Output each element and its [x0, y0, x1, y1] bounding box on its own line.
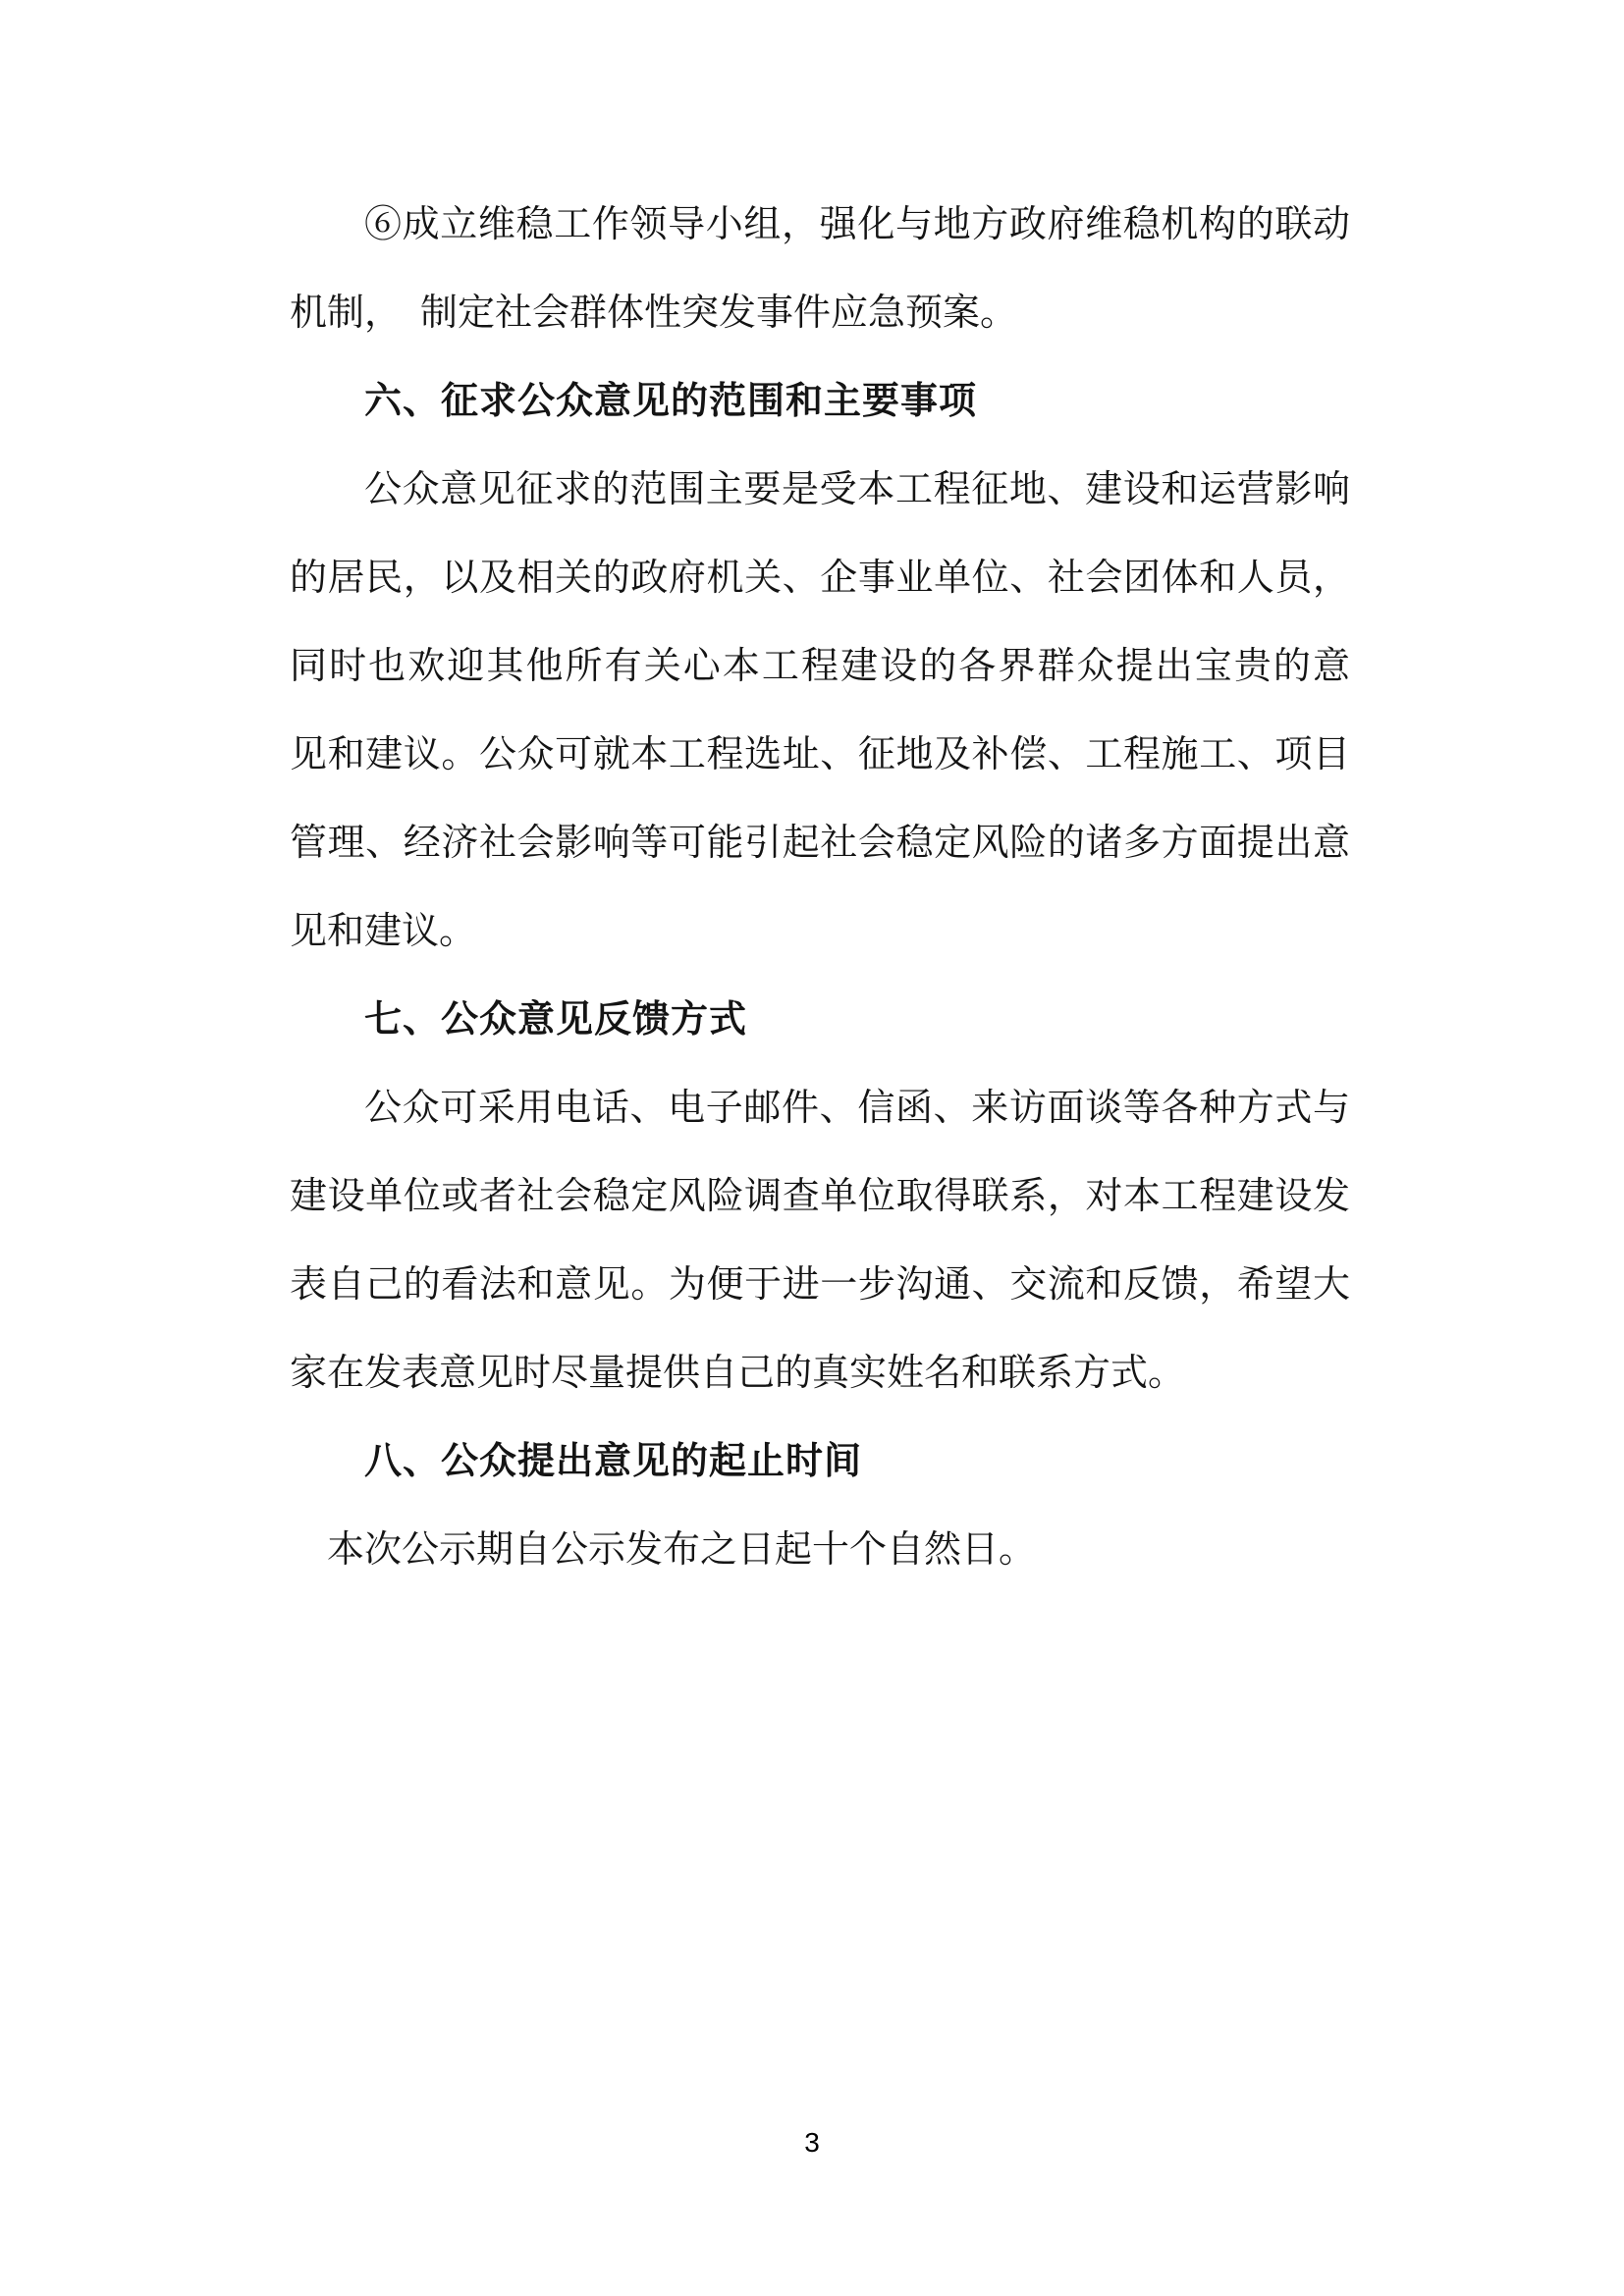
- page-number: 3: [804, 2127, 820, 2158]
- text-line: 公众可采用电话、电子邮件、信函、来访面谈等各种方式与: [364, 1088, 1350, 1129]
- text-line: 见和建议。: [290, 911, 477, 952]
- text-line: 的居民，以及相关的政府机关、企事业单位、社会团体和人员，: [290, 558, 1350, 599]
- text-line: 管理、经济社会影响等可能引起社会稳定风险的诸多方面提出意: [290, 823, 1350, 864]
- section-heading-6: 六、征求公众意见的范围和主要事项: [364, 381, 978, 422]
- text-line: 家在发表意见时尽量提供自己的真实姓名和联系方式。: [290, 1353, 1186, 1394]
- section-heading-7: 七、公众意见反馈方式: [364, 999, 748, 1041]
- text-line: 建设单位或者社会稳定风险调查单位取得联系，对本工程建设发: [290, 1176, 1350, 1217]
- section-heading-8: 八、公众提出意见的起止时间: [364, 1441, 863, 1482]
- text-line: 公众意见征求的范围主要是受本工程征地、建设和运营影响: [364, 469, 1350, 510]
- document-body: [290, 181, 1350, 1594]
- text-line: 本次公示期自公示发布之日起十个自然日。: [327, 1529, 1037, 1571]
- text-line: 表自己的看法和意见。为便于进一步沟通、交流和反馈，希望大: [290, 1264, 1350, 1306]
- text-line: ⑥成立维稳工作领导小组，强化与地方政府维稳机构的联动: [364, 204, 1350, 245]
- text-line: 见和建议。公众可就本工程选址、征地及补偿、工程施工、项目: [290, 734, 1350, 775]
- text-line: 机制， 制定社会群体性突发事件应急预案。: [290, 293, 1018, 334]
- text-line: 同时也欢迎其他所有关心本工程建设的各界群众提出宝贵的意: [290, 646, 1350, 687]
